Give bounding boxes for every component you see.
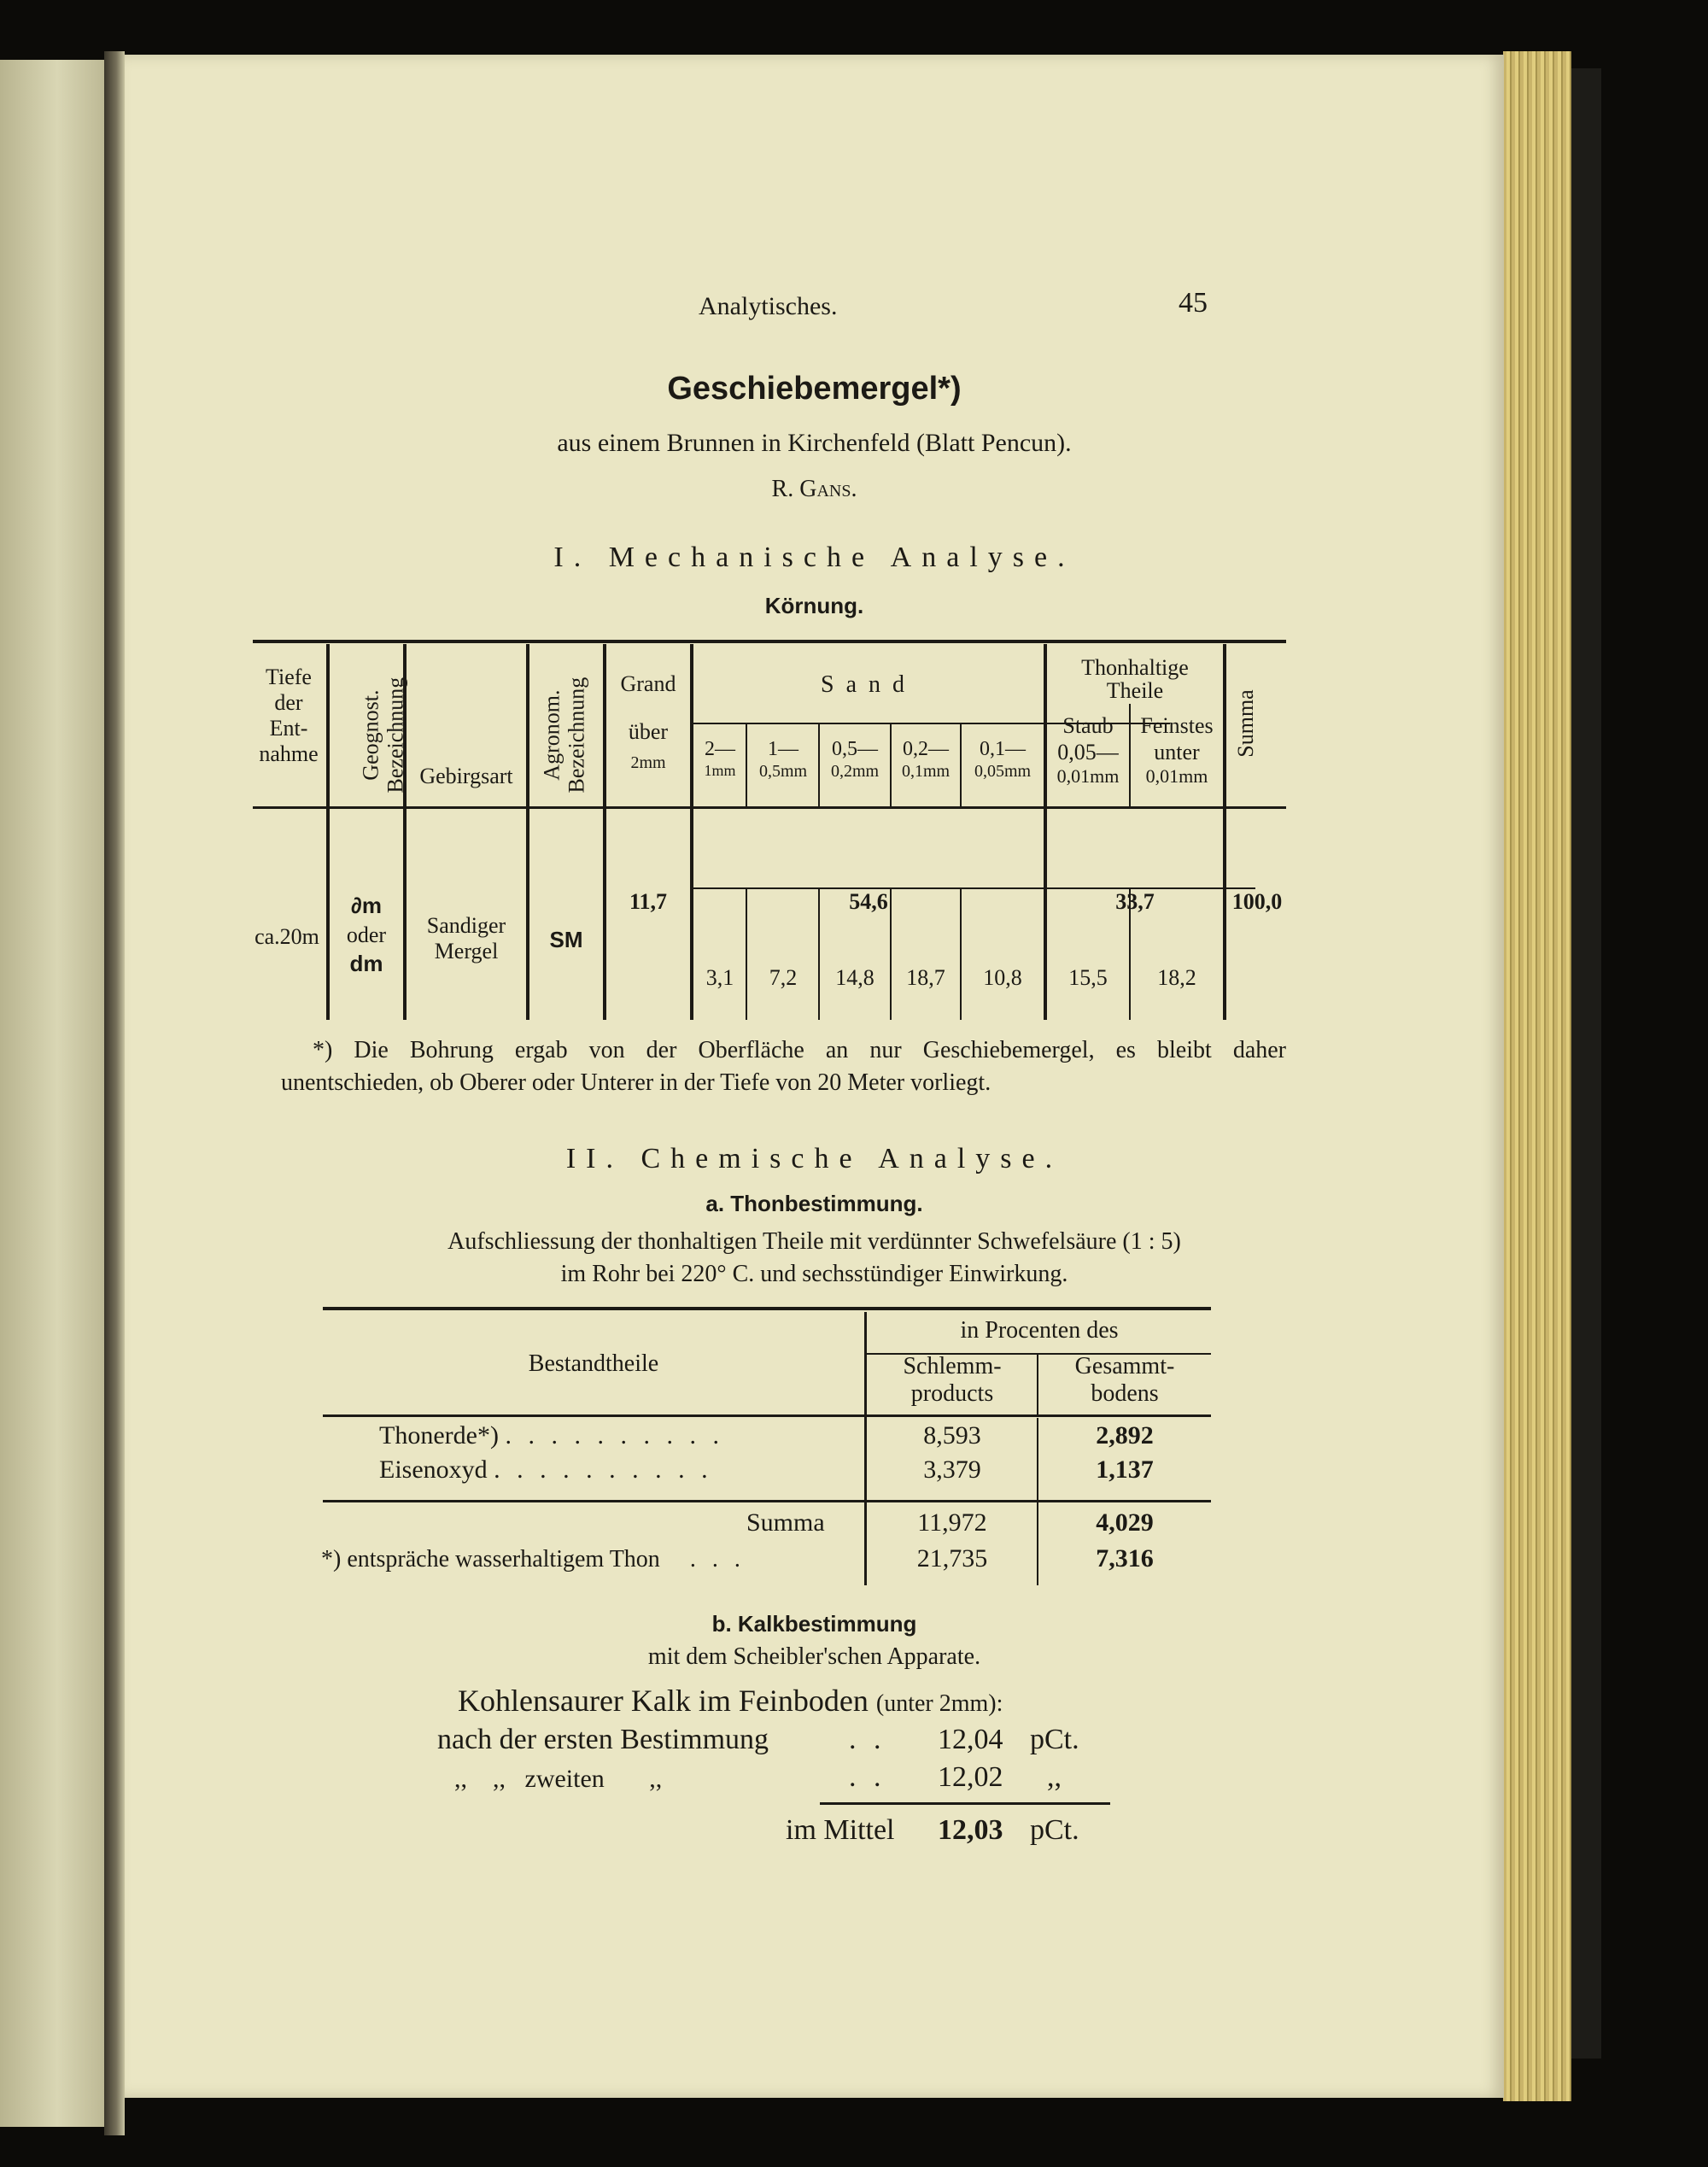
kalk-line-1-label: nach der ersten Bestimmung [437, 1724, 769, 1755]
cell-agronom: SM [549, 927, 583, 952]
cell-sand-total: 54,6 [849, 889, 888, 914]
cell-thon-total: 33,7 [1115, 889, 1155, 914]
eisenoxyd-gesammt: 1,137 [1096, 1455, 1154, 1484]
cell-summa: 100,0 [1231, 889, 1283, 914]
section-subheading-thonbestimmung: a. Thonbestimmung. [705, 1191, 923, 1216]
header-schlemm: Schlemm- products [903, 1353, 1002, 1408]
kalk-mean-value: 12,03 [938, 1814, 1003, 1846]
section-heading-chemical: II. Chemische Analyse. [565, 1143, 1063, 1174]
book-gutter [104, 51, 125, 2135]
author: R. Gans. [771, 476, 857, 502]
kalk-line-1-dots: . . [849, 1724, 886, 1755]
header-gebirgsart: Gebirgsart [419, 764, 513, 788]
header-staub: Staub 0,05— 0,01mm [1056, 713, 1120, 788]
subtitle: aus einem Brunnen in Kirchenfeld (Blatt Pencun). [557, 429, 1072, 457]
header-gesammt: Gesammt- bodens [1074, 1353, 1175, 1408]
book-cover-edge [1571, 68, 1601, 2059]
cell-geognost: ∂m oder dm [346, 893, 387, 976]
header-procenten: in Procenten des [960, 1317, 1119, 1344]
kalk-line-2-label: ,, ,, zweiten ,, [454, 1765, 663, 1793]
book-page [125, 55, 1504, 2098]
header-sand-5: 0,1— 0,05mm [974, 738, 1032, 781]
cell-staub: 15,5 [1068, 965, 1108, 990]
header-feinstes: Feinstes unter 0,01mm [1140, 713, 1214, 788]
thon-schlemm: 21,735 [916, 1544, 988, 1573]
kalk-description: mit dem Scheibler'schen Apparate. [647, 1643, 981, 1670]
header-bestandtheile: Bestandtheile [528, 1350, 659, 1377]
section-subheading-koernung: Körnung. [764, 593, 864, 618]
cell-sand-5: 10,8 [983, 965, 1022, 990]
cell-feinstes: 18,2 [1157, 965, 1196, 990]
header-agronom: Agronom. Bezeichnung [539, 676, 588, 794]
cell-tiefe: ca.20m [254, 924, 319, 949]
summa-schlemm: 11,972 [917, 1508, 987, 1537]
left-page-leaf [0, 60, 104, 2127]
cell-sand-1: 3,1 [705, 965, 734, 990]
cell-grand: 11,7 [629, 889, 668, 914]
kalk-line-1-unit: pCt. [1030, 1724, 1079, 1755]
cell-sand-3: 14,8 [835, 965, 874, 990]
header-summa: Summa [1233, 689, 1258, 758]
row-thonerde: Thonerde*) . . . . . . . . . . [379, 1421, 724, 1450]
header-sand: Sand [821, 671, 916, 698]
footnote-line-1: *) Die Bohrung ergab von der Oberfläche an nur Geschiebemergel, es bleibt daher [313, 1037, 1286, 1063]
thonerde-schlemm: 8,593 [923, 1421, 981, 1450]
eisenoxyd-schlemm: 3,379 [923, 1455, 981, 1484]
header-geognost: Geognost. Bezeichnung [358, 676, 407, 794]
header-sand-3: 0,5— 0,2mm [830, 738, 880, 781]
chemical-description-line-2: im Rohr bei 220° C. und sechsstündiger Einwirkung. [560, 1261, 1068, 1287]
header-sand-4: 0,2— 0,1mm [901, 738, 951, 781]
kalk-heading: Kohlensaurer Kalk im Feinboden (unter 2mm): [458, 1684, 1003, 1718]
header-thonhaltige: Thonhaltige Theile [1081, 655, 1189, 704]
kalk-mean-label: im Mittel [786, 1814, 895, 1846]
kalk-line-2-unit: ,, [1047, 1761, 1062, 1793]
footnote-line-2: unentschieden, ob Oberer oder Unterer in der Tiefe von 20 Meter vorliegt. [281, 1069, 991, 1096]
cell-sand-4: 18,7 [906, 965, 945, 990]
running-title: Analytisches. [699, 292, 838, 320]
header-sand-2: 1— 0,5mm [758, 738, 808, 781]
kalk-line-2-value: 12,02 [938, 1761, 1003, 1793]
kalk-line-2-dots: . . [849, 1761, 886, 1793]
row-thon: *) entspräche wasserhaltigem Thon . . . [321, 1546, 746, 1573]
chemical-description-line-1: Aufschliessung der thonhaltigen Theile mit verdünnter Schwefelsäure (1 : 5) [447, 1228, 1181, 1255]
page-number: 45 [1179, 287, 1208, 319]
header-sand-1: 2— 1mm [704, 738, 736, 779]
thonerde-gesammt: 2,892 [1096, 1421, 1154, 1450]
section-heading-mechanical: I. Mechanische Analyse. [553, 542, 1075, 573]
header-tiefe: Tiefe der Ent- nahme [259, 665, 319, 766]
header-grand: Grand über 2mm [620, 671, 676, 772]
page-edges [1503, 51, 1571, 2101]
row-eisenoxyd: Eisenoxyd . . . . . . . . . . [379, 1455, 713, 1484]
thon-gesammt: 7,316 [1096, 1544, 1154, 1573]
summa-gesammt: 4,029 [1096, 1508, 1154, 1537]
kalk-sum-rule [820, 1802, 1110, 1805]
page-title: Geschiebemergel*) [667, 371, 962, 407]
summa-label: Summa [746, 1508, 825, 1537]
section-subheading-kalkbestimmung: b. Kalkbestimmung [711, 1611, 917, 1637]
kalk-mean-unit: pCt. [1030, 1814, 1079, 1846]
cell-gebirgsart: Sandiger Mergel [426, 913, 506, 963]
cell-sand-2: 7,2 [769, 965, 798, 990]
kalk-line-1-value: 12,04 [938, 1724, 1003, 1755]
